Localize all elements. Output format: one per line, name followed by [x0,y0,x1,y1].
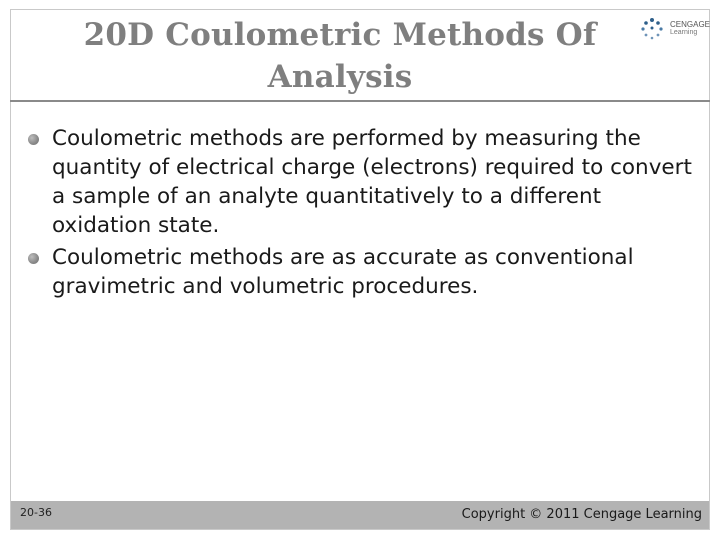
bullet-dot-icon [28,134,39,145]
cengage-logo [638,14,716,46]
bullet-dot-icon [28,253,39,264]
cengage-logo-icon [638,16,666,44]
copyright-text: Copyright © 2011 Cengage Learning [461,507,702,522]
bullet-item [22,243,692,301]
slide-title: 20D Coulometric Methods Of Analysis [83,17,597,95]
page-number: 20-36 [20,506,52,519]
bullet-text: Coulometric methods are performed by measuring the quantity of electrical charge (electrons) required to convert a sample of an analyte quantitatively to a different oxidation state. [52,126,692,238]
title-area [10,10,710,100]
title-divider [10,100,710,102]
logo-sub: Learning [670,29,698,36]
bullet-list [22,124,692,304]
logo-name: CENGAGE [670,20,711,29]
bullet-item [22,124,692,240]
bullet-text: Coulometric methods are as accurate as conventional gravimetric and volumetric procedures. [52,245,634,299]
